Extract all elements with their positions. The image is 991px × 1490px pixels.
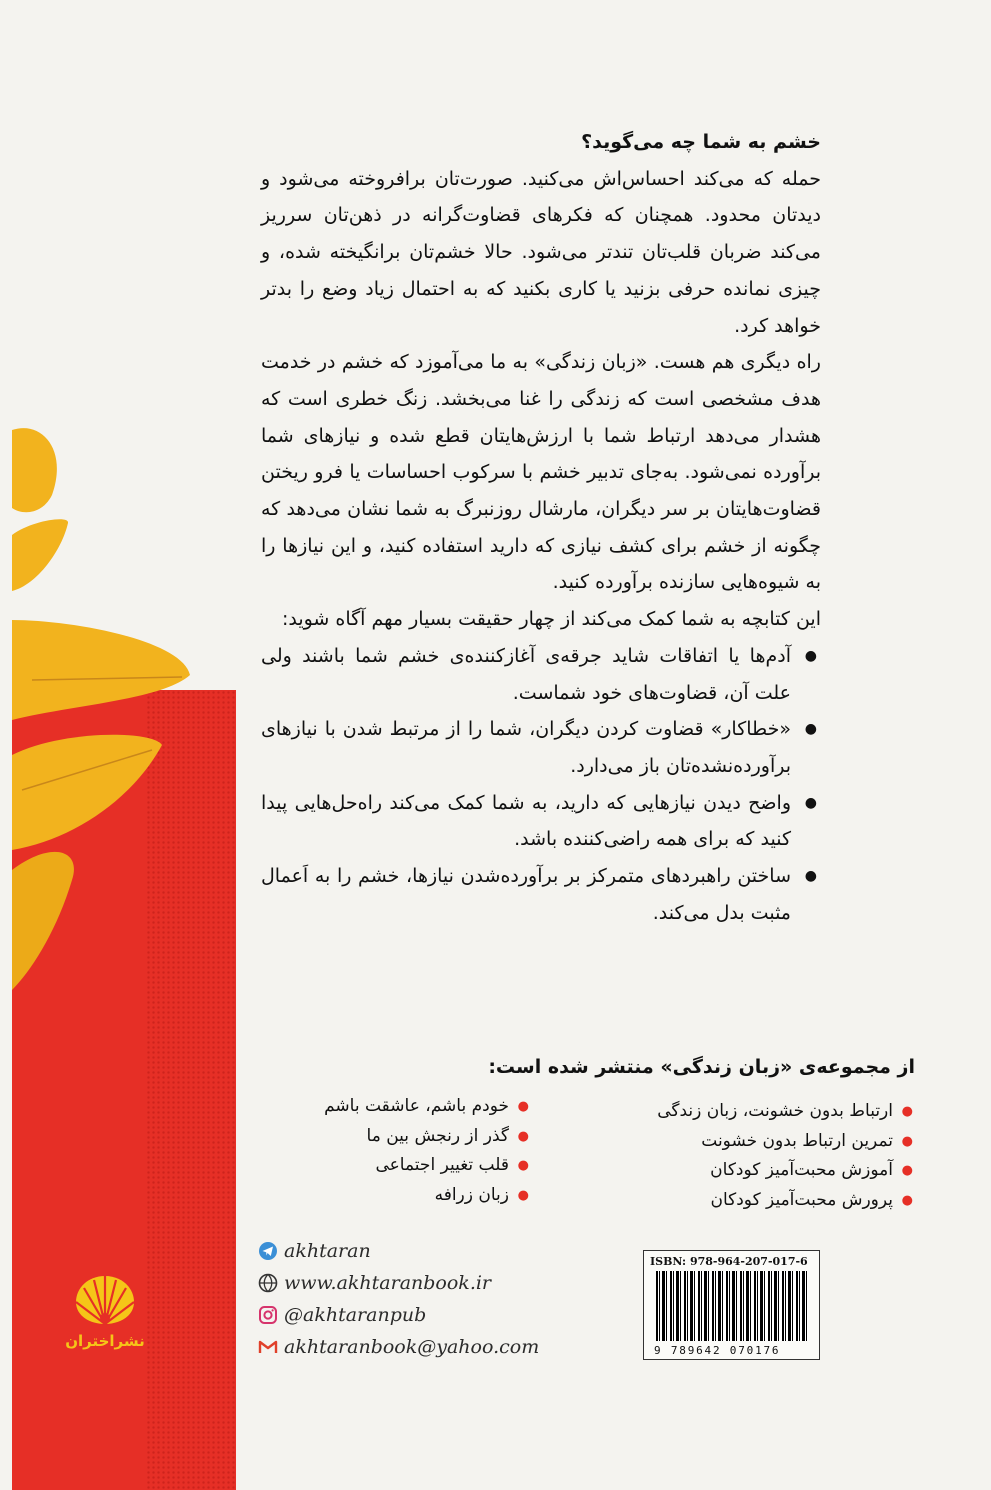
list-item: ● خودم باشم، عاشقت باشم [324,1096,529,1116]
truths-list [261,638,821,932]
email-address: akhtaranbook@yahoo.com [284,1336,540,1358]
blurb-paragraph-2: راه دیگری هم هست. «زبان زندگی» به ما می‌آموزد که خشم در خدمت هدف مشخصی است که زندگی را غنا می‌بخشد. زنگ خطری است که هشدار می‌دهد ارتباط شما با ارزش‌هایتان قطع شده و نیازهای شما برآورده نمی‌شود. به‌جای تدبیر خشم با سرکوب احساسات یا فرو ریختن قضاوت‌هایتان بر سر دیگران، مارشال روزنبرگ به شما نشان می‌دهد که چگونه از خشم برای کشف نیازی که دارید استفاده کنید، و این نیازها را به شیوه‌هایی سازنده برآورده کنید. [261,351,821,594]
publisher-name: نشراختران [65,1332,145,1350]
list-item: ● واضح دیدن نیازهایی که دارید، به شما کمک می‌کند راه‌حل‌هایی پیدا کنید که برای همه راضی‌کننده باشد. [261,785,821,858]
flower-petal-top [12,420,70,520]
list-item: ● قلب تغییر اجتماعی [375,1155,529,1175]
isbn-barcode [643,1250,820,1360]
list-item: ● پرورش محبت‌آمیز کودکان [710,1189,913,1210]
telegram-icon [258,1241,278,1261]
blurb-paragraph-1: حمله که می‌کند احساس‌اش می‌کنید. صورت‌تان برافروخته می‌شود و دیدتان محدود. همچنان که فکرهای قضاوت‌گرانه در ذهن‌تان سرریز می‌کند ضربان قلب‌تان تندتر می‌شود. حالا خشم‌تان برانگیخته شده، و چیزی نمانده حرفی بزنید یا کاری بکنید که به احتمال زیاد وضع را بدتر خواهد کرد. [261,167,821,337]
globe-icon [258,1273,278,1293]
list-item: ● زبان زرافه [434,1184,529,1205]
barcode-bars [656,1271,808,1341]
list-item: ● «خطاکار» قضاوت کردن دیگران، شما را از مرتبط شدن با نیازهای برآورده‌نشده‌تان باز می‌دارد. [261,711,821,784]
series-heading: از مجموعه‌ی «زبان زندگی» منتشر شده است: [488,1056,915,1078]
list-item: ● تمرین ارتباط بدون خشونت [701,1130,913,1151]
publisher-logo [55,1270,155,1350]
series-list-left [291,1092,531,1210]
telegram-contact[interactable] [258,1235,539,1267]
instagram-icon [258,1305,278,1325]
back-cover-text [261,124,821,931]
blurb-paragraph-3: این کتابچه به شما کمک می‌کند از چهار حقیقت بسیار مهم آگاه شوید: [281,608,821,631]
flower-petals-large [12,580,192,1000]
telegram-handle: akhtaran [284,1240,371,1262]
series-list-right [595,1097,915,1215]
mail-icon [258,1337,278,1357]
instagram-contact[interactable] [258,1299,539,1331]
barcode-digits: 9 789642 070176 [654,1344,781,1357]
website-url: www.akhtaranbook.ir [284,1272,492,1294]
blurb-title: خشم به شما چه می‌گوید؟ [581,131,821,153]
email-contact[interactable] [258,1331,539,1363]
list-item: ● ارتباط بدون خشونت، زبان زندگی [657,1101,913,1121]
isbn-label: ISBN: 978-964-207-017-6 [650,1255,808,1268]
instagram-handle: @akhtaranpub [284,1304,427,1326]
shell-logo-icon [70,1270,140,1326]
website-contact[interactable] [258,1267,539,1299]
list-item: ● گذر از رنجش بین ما [366,1125,529,1146]
list-item: ● ساختن راهبردهای متمرکز بر برآورده‌شدن نیازها، خشم را به اَعمال مثبت بدل می‌کند. [261,858,821,931]
list-item: ● آموزش محبت‌آمیز کودکان [710,1160,913,1180]
list-item: ● آدم‌ها یا اتفاقات شاید جرقه‌ی آغازکننده‌ی خشم شما باشند ولی علت آن، قضاوت‌های خود شماست. [261,638,821,711]
contact-info [258,1235,539,1363]
